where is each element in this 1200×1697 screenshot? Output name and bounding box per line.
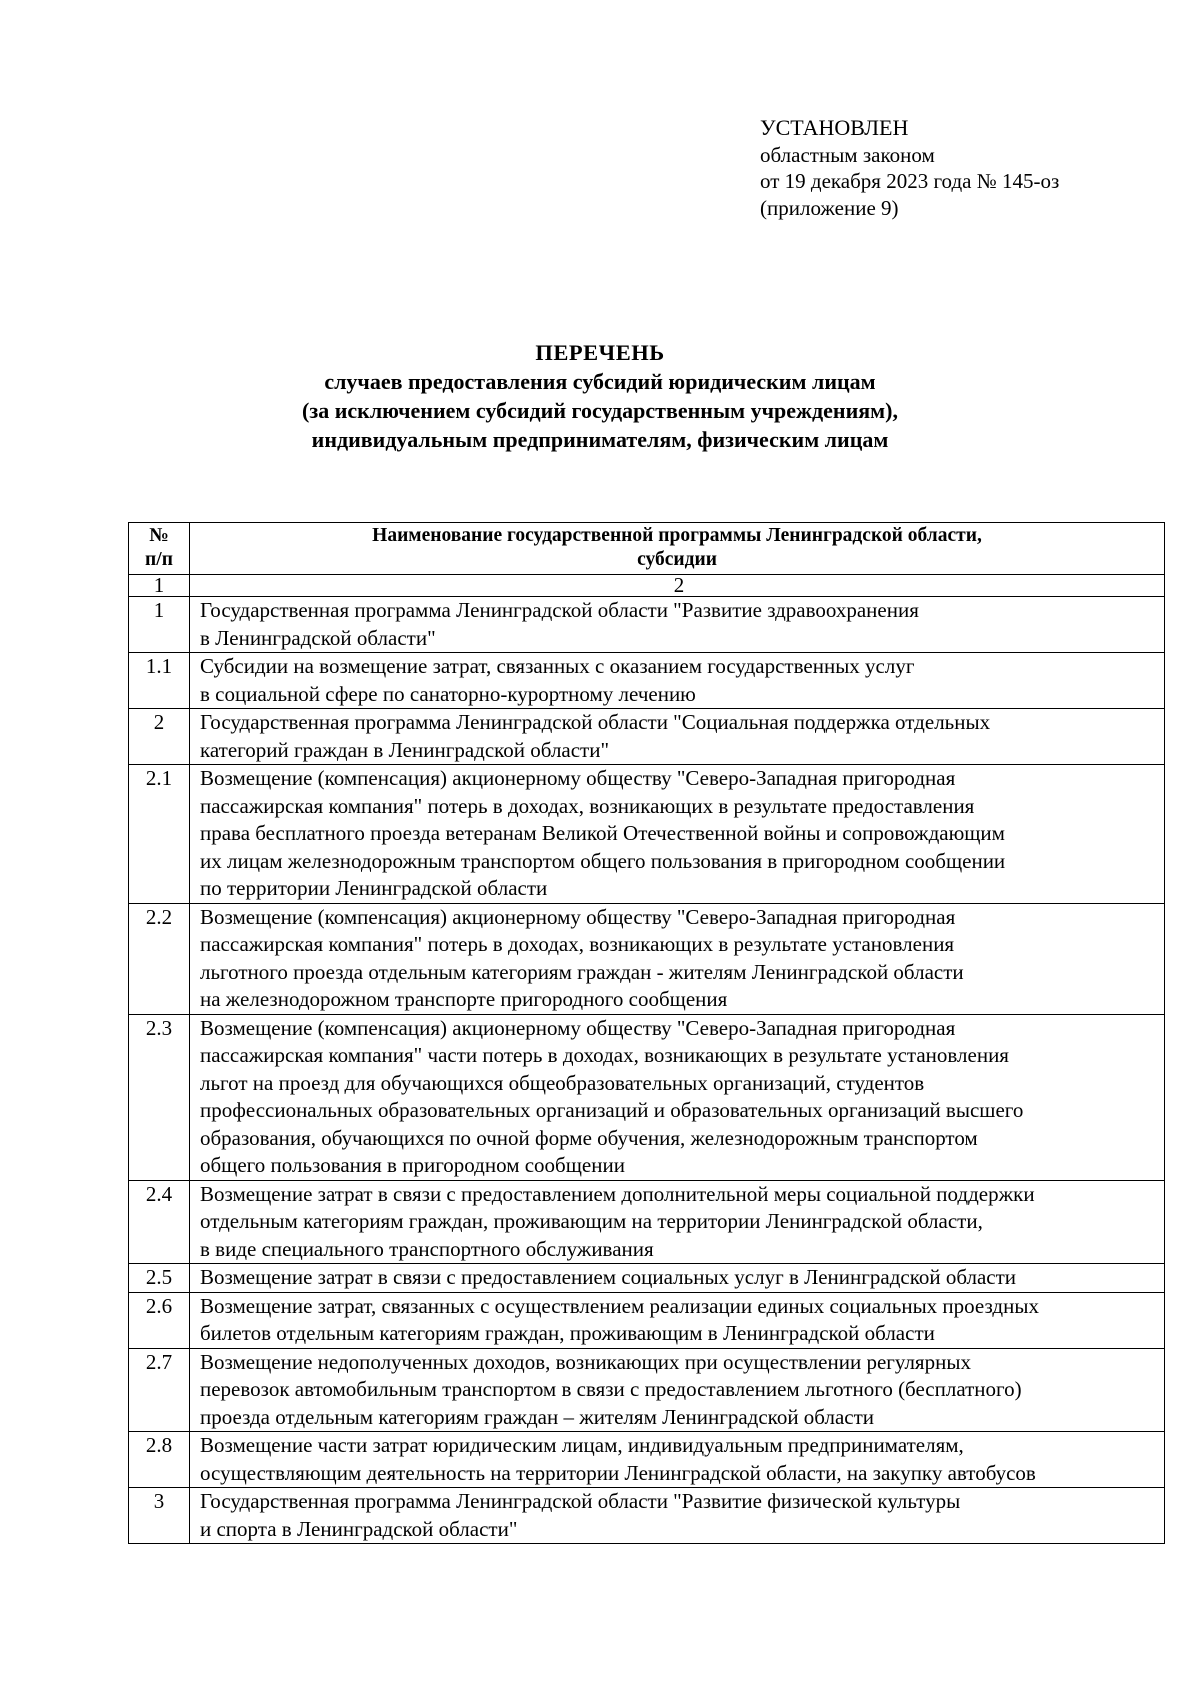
- table-row: [129, 1180, 1165, 1264]
- row-name-line: пассажирская компания" потерь в доходах, возникающих в результате установления: [200, 932, 955, 956]
- row-name-line: Государственная программа Ленинградской области "Развитие физической культуры: [200, 1489, 961, 1513]
- table-row: [129, 1488, 1165, 1544]
- row-name: [190, 765, 1165, 904]
- row-number: 2.1: [129, 765, 190, 904]
- row-name-line: права бесплатного проезда ветеранам Великой Отечественной войны и сопровождающим: [200, 821, 1005, 845]
- header-name-cell: [190, 523, 1165, 575]
- row-name-line: Субсидии на возмещение затрат, связанных с оказанием государственных услуг: [200, 654, 915, 678]
- document-title: [0, 338, 1200, 454]
- row-number: 2: [129, 709, 190, 765]
- row-name-line: их лицам железнодорожным транспортом общего пользования в пригородном сообщении: [200, 848, 1006, 873]
- row-name: [190, 903, 1165, 1014]
- header-name-line-1: Наименование государственной программы Ленинградской области,: [372, 525, 982, 546]
- title-subtitle-line-1: случаев предоставления субсидий юридическим лицам: [324, 369, 876, 394]
- row-number: 2.8: [129, 1432, 190, 1488]
- row-name-line: в социальной сфере по санаторно-курортному лечению: [200, 681, 696, 706]
- header-number-cell: [129, 523, 190, 575]
- table-row: [129, 903, 1165, 1014]
- row-name-line: и спорта в Ленинградской области": [200, 1516, 518, 1541]
- row-number: 2.2: [129, 903, 190, 1014]
- row-name-line: образования, обучающихся по очной форме обучения, железнодорожным транспортом: [200, 1125, 978, 1150]
- row-name-line: Возмещение затрат в связи с предоставлением социальных услуг в Ленинградской области: [200, 1265, 1017, 1289]
- row-number: 1.1: [129, 653, 190, 709]
- row-name: [190, 653, 1165, 709]
- row-number: 2.6: [129, 1292, 190, 1348]
- row-name-line: категорий граждан в Ленинградской области": [200, 737, 610, 762]
- row-number: 1: [129, 597, 190, 653]
- row-name-line: в виде специального транспортного обслуживания: [200, 1236, 654, 1261]
- row-number: 2.3: [129, 1014, 190, 1180]
- header-number-line-2: п/п: [145, 549, 173, 570]
- table-row: [129, 709, 1165, 765]
- row-name-line: Возмещение недополученных доходов, возникающих при осуществлении регулярных: [200, 1349, 971, 1374]
- row-name-line: билетов отдельным категориям граждан, проживающим в Ленинградской области: [200, 1321, 935, 1345]
- row-name-line: профессиональных образовательных организаций и образовательных организаций высшего: [200, 1098, 1024, 1122]
- table-row: [129, 1264, 1165, 1293]
- row-name: [190, 1264, 1165, 1293]
- row-name-line: пассажирская компания" потерь в доходах, возникающих в результате предоставления: [200, 793, 975, 818]
- approval-law-type: областным законом: [760, 142, 935, 167]
- row-name-line: перевозок автомобильным транспортом в связи с предоставлением льготного (бесплатного): [200, 1377, 1022, 1401]
- approval-appendix: (приложение 9): [760, 195, 899, 220]
- table-header-row: [129, 523, 1165, 575]
- row-name-line: отдельным категориям граждан, проживающим на территории Ленинградской области,: [200, 1209, 983, 1233]
- approval-heading: УСТАНОВЛЕН: [760, 115, 909, 140]
- table-row: [129, 1292, 1165, 1348]
- row-name: [190, 1014, 1165, 1180]
- row-name-line: льгот на проезд для обучающихся общеобразовательных организаций, студентов: [200, 1070, 925, 1095]
- approval-law-date: от 19 декабря 2023 года № 145-оз: [760, 169, 1060, 193]
- row-name-line: на железнодорожном транспорте пригородного сообщения: [200, 987, 728, 1011]
- table-row: [129, 597, 1165, 653]
- title-subtitle-line-3: индивидуальным предпринимателям, физическим лицам: [311, 427, 889, 452]
- row-name: [190, 597, 1165, 653]
- row-name-line: Возмещение затрат в связи с предоставлением дополнительной меры социальной поддержки: [200, 1181, 1035, 1206]
- approval-stamp: [760, 115, 1059, 221]
- row-name: [190, 1292, 1165, 1348]
- row-name-line: Возмещение части затрат юридическим лицам, индивидуальным предпринимателям,: [200, 1433, 964, 1457]
- table-row: [129, 653, 1165, 709]
- title-subtitle-line-2: (за исключением субсидий государственным учреждениям),: [302, 398, 898, 423]
- row-name-line: Возмещение (компенсация) акционерному обществу "Северо-Западная пригородная: [200, 904, 956, 929]
- table-row: [129, 1432, 1165, 1488]
- row-name-line: Государственная программа Ленинградской области "Развитие здравоохранения: [200, 598, 919, 622]
- row-name: [190, 1488, 1165, 1544]
- row-name-line: Возмещение (компенсация) акционерному обществу "Северо-Западная пригородная: [200, 1015, 956, 1040]
- table-row: [129, 1014, 1165, 1180]
- row-number: 3: [129, 1488, 190, 1544]
- subsidy-table: [128, 522, 1165, 1544]
- column-index-row: [129, 575, 1165, 597]
- row-name: [190, 709, 1165, 765]
- row-number: 2.4: [129, 1180, 190, 1264]
- row-name-line: общего пользования в пригородном сообщении: [200, 1153, 625, 1177]
- row-name-line: льготного проезда отдельным категориям граждан - жителям Ленинградской области: [200, 959, 964, 984]
- header-name-line-2: субсидии: [637, 549, 717, 570]
- row-name: [190, 1348, 1165, 1432]
- table-row: [129, 1348, 1165, 1432]
- column-index-2: 2: [190, 575, 1165, 597]
- row-name: [190, 1180, 1165, 1264]
- row-name-line: Возмещение (компенсация) акционерному обществу "Северо-Западная пригородная: [200, 766, 956, 790]
- title-main: ПЕРЕЧЕНЬ: [535, 340, 665, 365]
- row-name-line: Государственная программа Ленинградской области "Социальная поддержка отдельных: [200, 710, 991, 734]
- column-index-1: 1: [129, 575, 190, 597]
- header-number-line-1: №: [149, 525, 169, 546]
- row-name-line: по территории Ленинградской области: [200, 876, 548, 900]
- row-name-line: Возмещение затрат, связанных с осуществлением реализации единых социальных проездных: [200, 1293, 1039, 1318]
- row-number: 2.5: [129, 1264, 190, 1293]
- row-name-line: в Ленинградской области": [200, 625, 436, 650]
- row-name: [190, 1432, 1165, 1488]
- row-number: 2.7: [129, 1348, 190, 1432]
- row-name-line: проезда отдельным категориям граждан – жителям Ленинградской области: [200, 1404, 875, 1429]
- row-name-line: осуществляющим деятельность на территории Ленинградской области, на закупку автобусов: [200, 1460, 1036, 1485]
- row-name-line: пассажирская компания" части потерь в доходах, возникающих в результате установления: [200, 1043, 1009, 1067]
- table-row: [129, 765, 1165, 904]
